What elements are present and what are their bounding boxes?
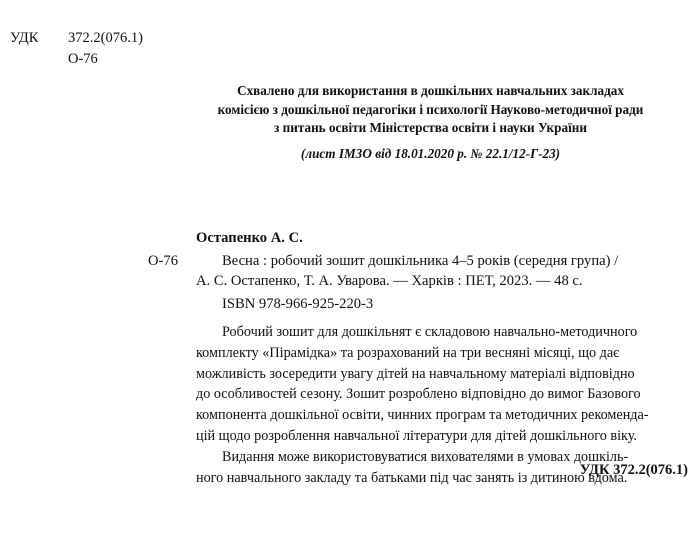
annotation-p2-line-2: ного навчального закладу та батьками під час занять із дитиною вдома. (196, 469, 628, 486)
isbn-value: ISBN 978-966-925-220-3 (222, 296, 374, 313)
approval-line-1: Схвалено для використання в дошкільних навчальних закладах (237, 83, 624, 98)
annotation-p1-line-5: компонента дошкільної освіти, чинних програм та методичних рекоменда- (196, 407, 649, 424)
annotation-p2-line-1: Видання може використовуватися вихователями в умовах дошкіль- (222, 448, 629, 465)
annotation-p1-line-1: Робочий зошит для дошкільнят є складовою навчально-методичного (222, 324, 638, 340)
udc-label: УДК (10, 30, 39, 46)
udc-footer: УДК 372.2(076.1) (579, 462, 688, 478)
bibliographic-description (196, 251, 688, 315)
udc-value: 372.2(076.1) (68, 30, 143, 46)
udc-classification-block (10, 28, 143, 70)
bibliographic-title-line-1: Весна : робочий зошит дошкільника 4–5 років (середня група) / (222, 252, 619, 269)
bibliographic-title-line-2: А. С. Остапенко, Т. А. Уварова. — Харків : ПЕТ, 2023. — 48 с. (196, 273, 583, 290)
bibliographic-index: О-76 (148, 252, 178, 269)
bibliographic-author: Остапенко А. С. (196, 230, 303, 246)
approval-line-3: з питань освіти Міністерства освіти і науки України (274, 120, 587, 136)
udc-row (10, 28, 143, 49)
udc-author-code: О-76 (68, 51, 98, 68)
annotation-p1-line-2: комплекту «Пірамідка» та розрахований на три весняні місяці, що дає (196, 344, 620, 361)
annotation-p1-line-4: до особливостей сезону. Зошит розроблено відповідно до вимог Базового (196, 386, 641, 403)
bibliographic-record (148, 228, 688, 315)
annotation-p1-line-6: цій щодо розроблення навчальної літератури для дітей дошкільного віку. (196, 427, 637, 444)
annotation-p1-line-3: можливість зосередити увагу дітей на навчальному матеріалі відповідно (196, 365, 635, 382)
bibliographic-body (148, 251, 688, 315)
approval-statement (178, 82, 683, 164)
approval-line-2: комісією з дошкільної педагогіки і психології Науково-методичної ради (217, 101, 644, 117)
approval-letter-reference: (лист ІМЗО від 18.01.2020 р. № 22.1/12-Г-23) (300, 146, 561, 162)
